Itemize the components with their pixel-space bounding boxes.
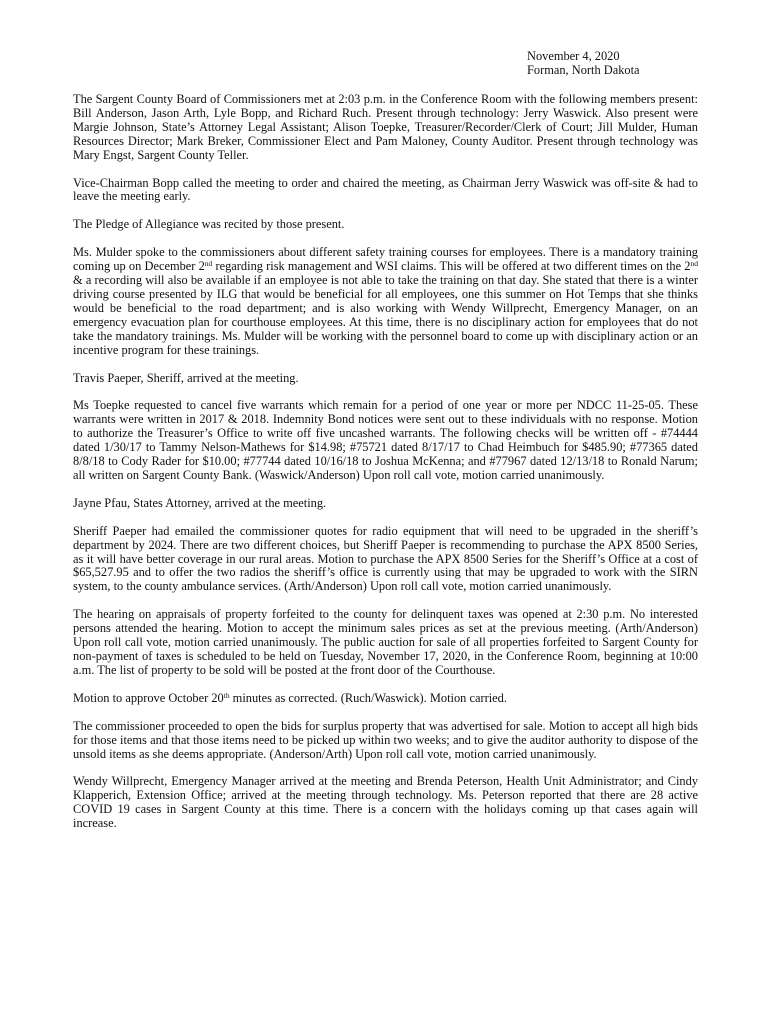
- paragraph-safety-training: [73, 246, 698, 357]
- text-segment: Motion to approve October 20: [73, 690, 224, 705]
- meeting-location: Forman, North Dakota: [527, 62, 640, 77]
- paragraph-surplus-bids: The commissioner proceeded to open the bids for surplus property that was advertised for sale. Motion to accept all high bids for those items and that those items need to be picked up within two weeks; and to give the auditor authority to dispose of the unsold items as she deems appropriate. (Anderson/Arth) Upon roll call vote, motion carried unanimously.: [73, 718, 698, 761]
- text-segment: minutes as corrected. (Ruch/Waswick). Motion carried.: [229, 690, 507, 705]
- text-segment: Ms. Mulder spoke to the commissioners about different safety training courses for employees. There is a mandatory training coming up on December 2: [73, 245, 698, 274]
- ordinal-suffix: th: [223, 690, 230, 700]
- ordinal-suffix: nd: [690, 259, 698, 269]
- paragraph-covid-report: Wendy Willprecht, Emergency Manager arrived at the meeting and Brenda Peterson, Health Unit Administrator; and Cindy Klapperich, Extension Office; arrived at the meeting through technology. Ms. Peterson reported that there are 28 active COVID 19 cases in Sargent County at this time. There is a concern with the holidays coming up that cases again will increase.: [73, 774, 698, 831]
- text-segment: regarding risk management and WSI claims. This will be offered at two different times on the 2: [212, 259, 691, 274]
- paragraph-warrants: Ms Toepke requested to cancel five warrants which remain for a period of one year or more per NDCC 11-25-05. These warrants were written in 2017 & 2018. Indemnity Bond notices were sent out to these individuals with no response. Motion to authorize the Treasurer’s Office to write off five uncashed warrants. The following checks will be written off - #74444 dated 1/30/17 to Tammy Nelson-Mathews for $14.98; #75721 dated 8/17/17 to Chad Heimbuch for $485.90; #77365 dated 8/8/18 to Cody Rader for $10.00; #77744 dated 10/16/18 to Joshua McKenna; and #77967 dated 12/13/18 to Ronald Narum; all written on Sargent County Bank. (Waswick/Anderson) Upon roll call vote, motion carried unanimously.: [73, 398, 698, 482]
- meeting-date: November 4, 2020: [527, 49, 620, 63]
- ordinal-suffix: nd: [204, 259, 213, 269]
- paragraph-sheriff-arrival: Travis Paeper, Sheriff, arrived at the meeting.: [73, 370, 299, 385]
- paragraph-call-to-order: Vice-Chairman Bopp called the meeting to order and chaired the meeting, as Chairman Jerry Waswick was off-site & had to leave the meeting early.: [73, 175, 698, 204]
- paragraph-property-hearing: The hearing on appraisals of property forfeited to the county for delinquent taxes was opened at 2:30 p.m. No interested persons attended the hearing. Motion to accept the minimum sales prices as set at the previous meeting. (Arth/Anderson) Upon roll call vote, motion carried unanimously. The public auction for sale of all properties forfeited to Sargent County for non-payment of taxes is scheduled to be held on Tuesday, November 17, 2020, in the Conference Room, beginning at 10:00 a.m. The list of property to be sold will be posted at the front door of the Courthouse.: [73, 607, 698, 677]
- paragraph-minutes-approval: [73, 692, 698, 706]
- dateline: [527, 50, 747, 78]
- paragraph-states-attorney-arrival: Jayne Pfau, States Attorney, arrived at the meeting.: [73, 495, 327, 510]
- minutes-body: [73, 93, 698, 845]
- text-segment: & a recording will also be available if an employee is not able to take the training on that day. She stated that there is a winter driving course presented by ILG that would be beneficial for all employees, one this summer on Hot Temps that she thinks would be beneficial to the road department; and is also working with Wendy Willprecht, Emergency Manager, on an emergency evacuation plan for courthouse employees. At this time, there is no disciplinary action for employees that do not take the mandatory trainings. Ms. Mulder will be working with the personnel board to come up with disciplinary action or an incentive program for these trainings.: [73, 273, 698, 357]
- paragraph-attendance: The Sargent County Board of Commissioners met at 2:03 p.m. in the Conference Room with the following members present: Bill Anderson, Jason Arth, Lyle Bopp, and Richard Ruch. Present through technology: Jerry Waswick. Also present were Margie Johnson, State’s Attorney Legal Assistant; Alison Toepke, Treasurer/Recorder/Clerk of Court; Jill Mulder, Human Resources Director; Mark Breker, Commissioner Elect and Pam Maloney, County Auditor. Present through technology was Mary Engst, Sargent County Teller.: [73, 92, 698, 162]
- paragraph-pledge: The Pledge of Allegiance was recited by those present.: [73, 217, 345, 232]
- paragraph-radio-equipment: Sheriff Paeper had emailed the commissioner quotes for radio equipment that will need to be upgraded in the sheriff’s department by 2024. There are two different choices, but Sheriff Paeper is recommending to purchase the APX 8500 Series, as it will have better coverage in our rural areas. Motion to purchase the APX 8500 Series for the Sheriff’s Office at a cost of $65,527.95 and to offer the two radios the sheriff’s office is currently using that may be upgraded to work with the SIRN system, to the county ambulance services. (Arth/Anderson) Upon roll call vote, motion carried unanimously.: [73, 523, 698, 594]
